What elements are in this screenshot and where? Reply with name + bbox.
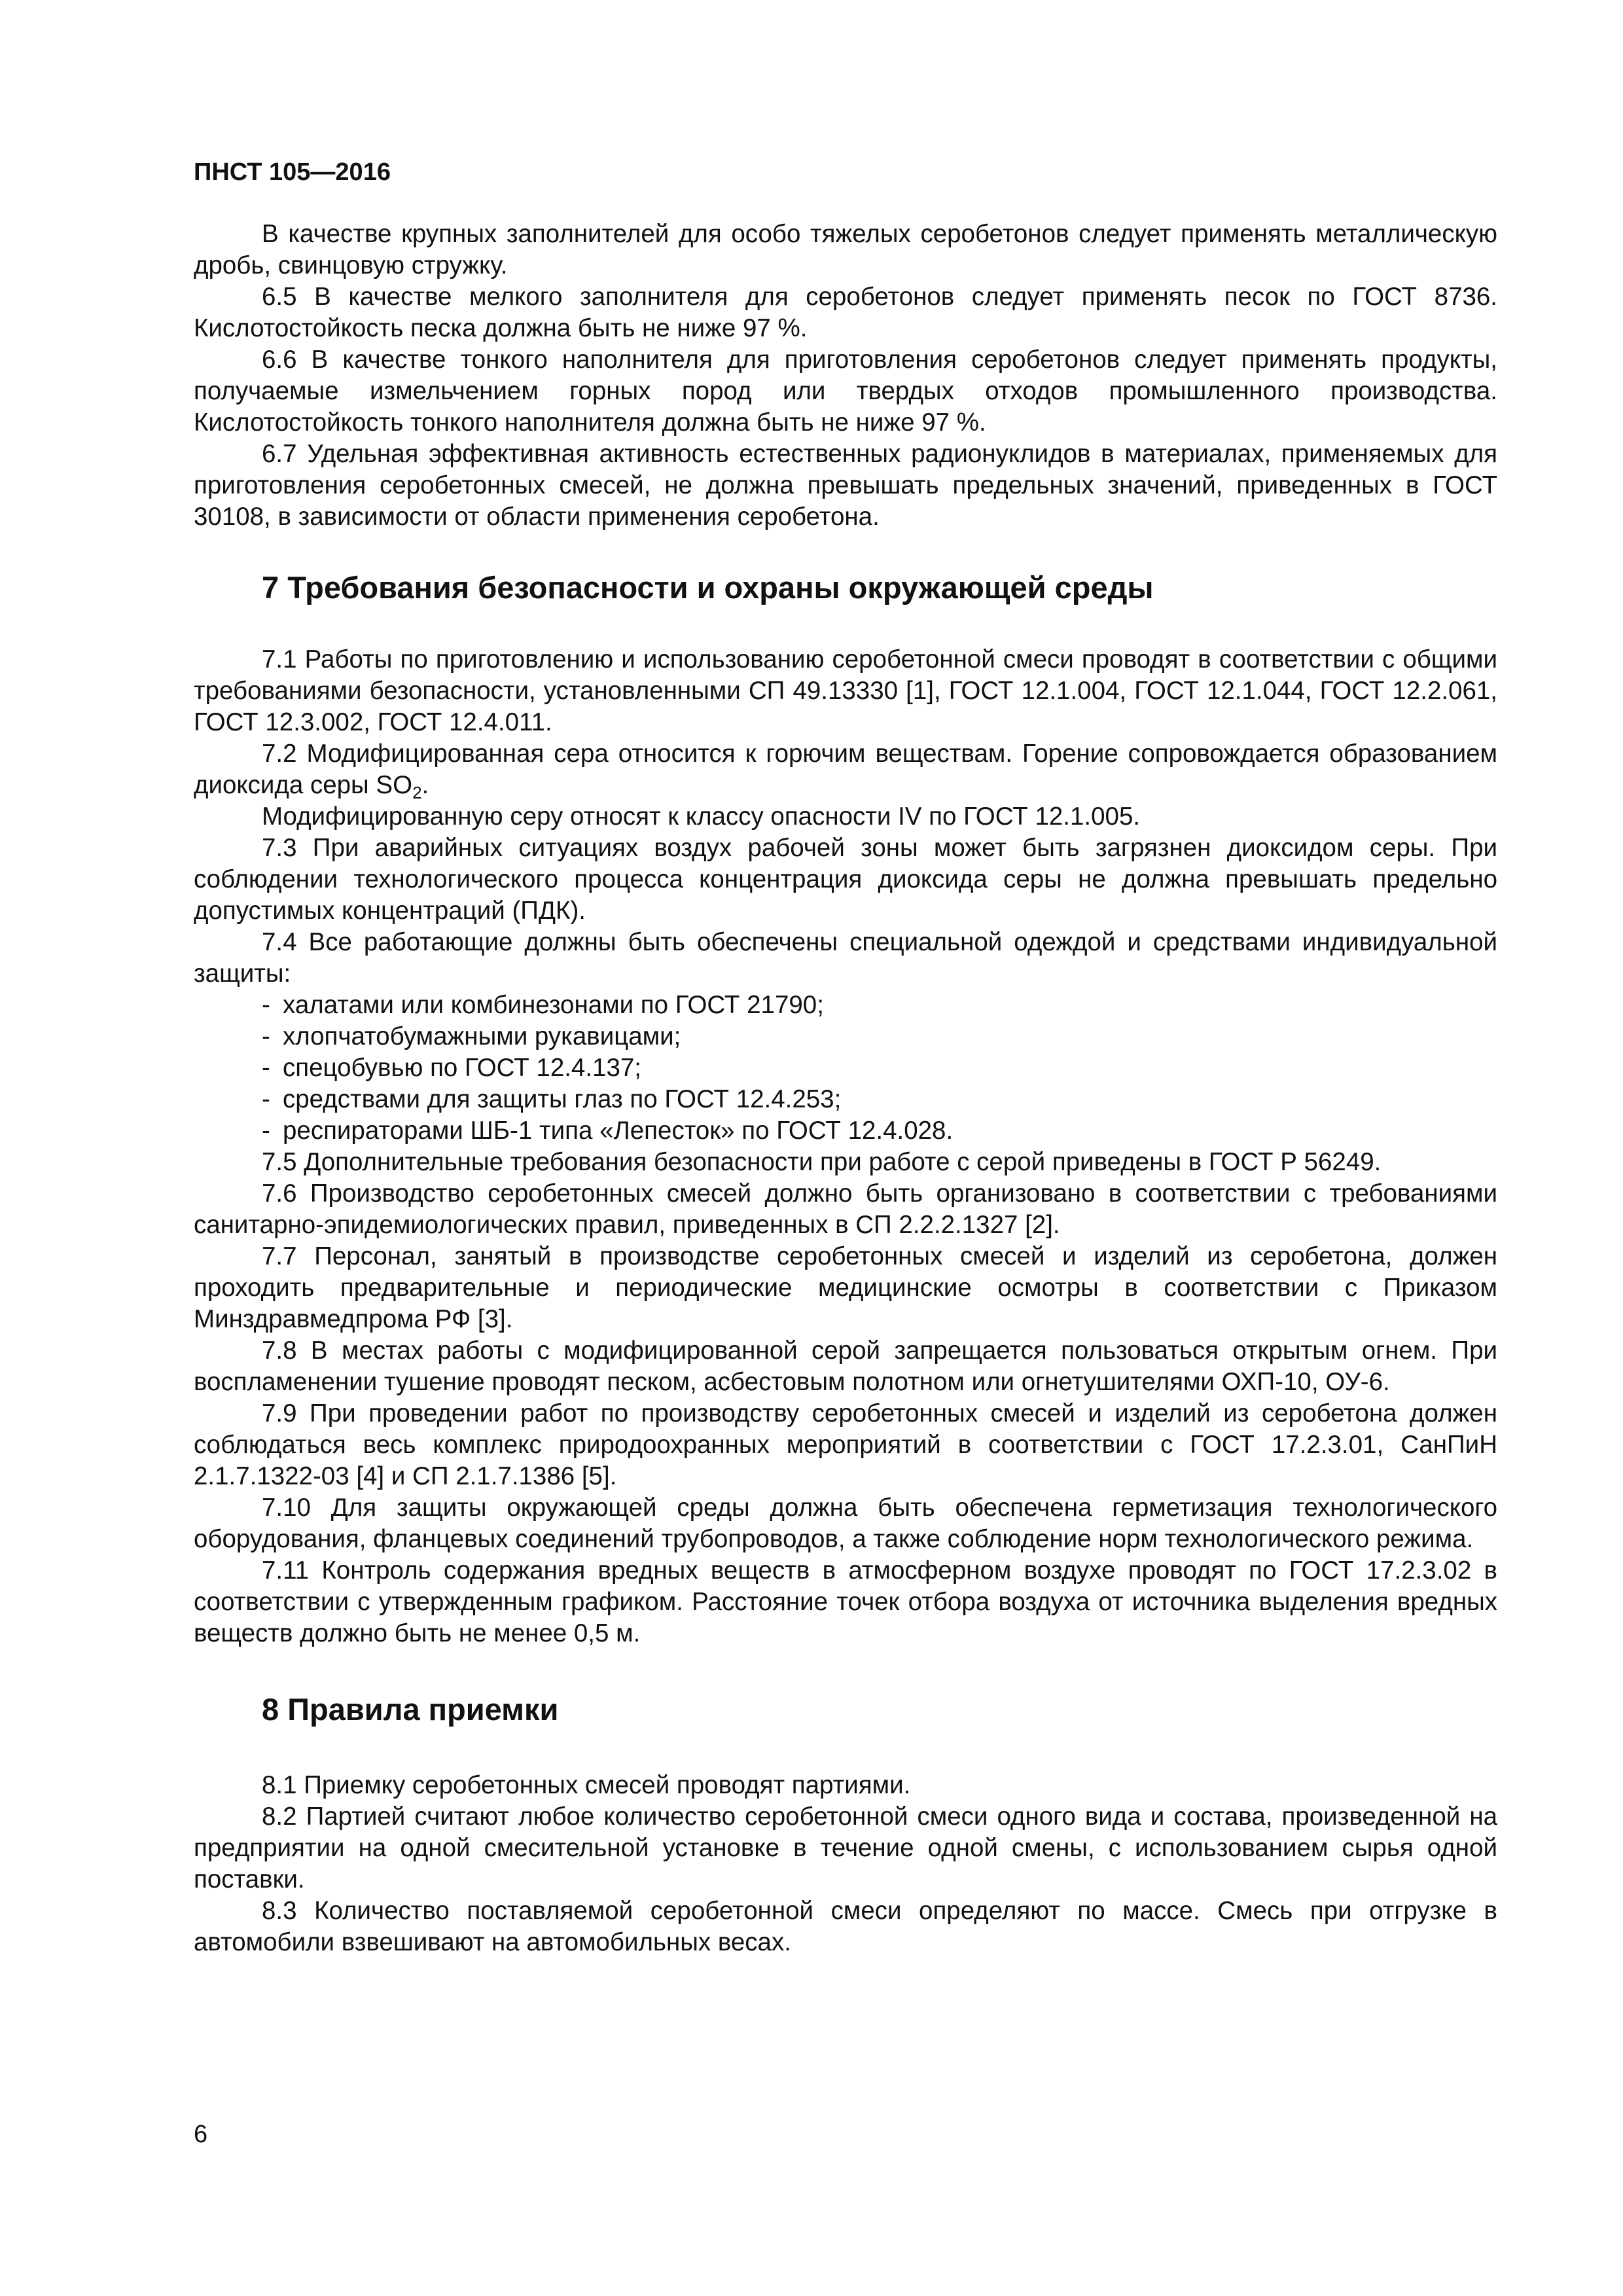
list-item [194, 1084, 1497, 1115]
paragraph-6-4-cont: В качестве крупных заполнителей для особо тяжелых серобетонов следует применять металлическую дробь, свинцовую стружку. [194, 220, 1497, 279]
paragraph-6-7: 6.7 Удельная эффективная активность естественных радионуклидов в материалах, применяемых для приготовления серобетонных смесей, не должна превышать предельных значений, приведенных в ГОСТ 30108, в зависимости от области применения серобетона. [194, 440, 1497, 531]
paragraph-7-2-end: . [421, 771, 429, 799]
paragraph-7-2-text: 7.2 Модифицированная сера относится к горючим веществам. Горение сопровождается образованием диоксида серы SO [194, 740, 1497, 799]
paragraph-6-6: 6.6 В качестве тонкого наполнителя для приготовления серобетонов следует применять продукты, получаемые измельчением горных пород или твердых отходов промышленного производства. Кислотостойкость тонкого наполнителя должна быть не ниже 97 %. [194, 346, 1497, 437]
section-7-heading: 7 Требования безопасности и охраны окружающей среды [262, 570, 1154, 605]
list-item-text: респираторами ШБ-1 типа «Лепесток» по ГОСТ 12.4.028. [283, 1117, 954, 1145]
paragraph-8-3: 8.3 Количество поставляемой серобетонной смеси определяют по массе. Смесь при отгрузке в автомобили взвешивают на автомобильных весах. [194, 1897, 1497, 1956]
paragraph-7-8: 7.8 В местах работы с модифицированной серой запрещается пользоваться открытым огнем. При воспламенении тушение проводят песком, асбестовым полотном или огнетушителями ОХП-10, ОУ-6. [194, 1336, 1497, 1396]
so2-subscript: 2 [412, 783, 422, 802]
paragraph-7-3: 7.3 При аварийных ситуациях воздух рабочей зоны может быть загрязнен диоксидом серы. При соблюдении технологического процесса концентрация диоксида серы не должна превышать предельно допустимых концентраций (ПДК). [194, 834, 1497, 925]
document-page [194, 157, 1497, 1958]
list-dash: - [262, 1054, 270, 1082]
section-8-heading: 8 Правила приемки [262, 1692, 559, 1727]
paragraph-7-5: 7.5 Дополнительные требования безопасности при работе с серой приведены в ГОСТ Р 56249. [262, 1148, 1382, 1176]
list-item-text: спецобувью по ГОСТ 12.4.137; [283, 1054, 641, 1082]
list-item [194, 1021, 1497, 1052]
list-dash: - [262, 1085, 270, 1113]
list-dash: - [262, 1117, 270, 1145]
paragraph-8-2: 8.2 Партией считают любое количество серобетонной смеси одного вида и состава, произведенной на предприятии на одной смесительной установке в течение одной смены, с использованием сырья одной поставки. [194, 1803, 1497, 1893]
paragraph-7-10: 7.10 Для защиты окружающей среды должна быть обеспечена герметизация технологического оборудования, фланцевых соединений трубопроводов, а также соблюдение норм технологического режима. [194, 1494, 1497, 1553]
paragraph-7-1: 7.1 Работы по приготовлению и использованию серобетонной смеси проводят в соответствии с общими требованиями безопасности, установленными СП 49.13330 [1], ГОСТ 12.1.004, ГОСТ 12.1.044, ГОСТ 12.2.061, ГОСТ 12.3.002, ГОСТ 12.4.011. [194, 645, 1497, 736]
paragraph-7-6: 7.6 Производство серобетонных смесей должно быть организовано в соответствии с требованиями санитарно-эпидемиологических правил, приведенных в СП 2.2.2.1327 [2]. [194, 1179, 1497, 1239]
paragraph-8-1: 8.1 Приемку серобетонных смесей проводят партиями. [262, 1771, 911, 1799]
paragraph-7-9: 7.9 При проведении работ по производству серобетонных смесей и изделий из серобетона должен соблюдаться весь комплекс природоохранных мероприятий в соответствии с ГОСТ 17.2.3.01, СанПиН 2.1.7.1322-03 [4] и СП 2.1.7.1386 [5]. [194, 1399, 1497, 1490]
paragraph-6-5: 6.5 В качестве мелкого заполнителя для серобетонов следует применять песок по ГОСТ 8736. Кислотостойкость песка должна быть не ниже 97 %. [194, 283, 1497, 342]
list-item-text: средствами для защиты глаз по ГОСТ 12.4.253; [283, 1085, 842, 1113]
paragraph-7-4: 7.4 Все работающие должны быть обеспечены специальной одеждой и средствами индивидуальной защиты: [194, 928, 1497, 988]
list-dash: - [262, 1022, 270, 1050]
list-item [194, 1115, 1497, 1147]
list-item-text: халатами или комбинезонами по ГОСТ 21790; [283, 991, 824, 1019]
list-item-text: хлопчатобумажными рукавицами; [283, 1022, 681, 1050]
paragraph-7-11: 7.11 Контроль содержания вредных веществ в атмосферном воздухе проводят по ГОСТ 17.2.3.02 в соответствии с утвержденным графиком. Расстояние точек отбора воздуха от источника выделения вредных веществ должно быть не менее 0,5 м. [194, 1556, 1497, 1647]
list-dash: - [262, 991, 270, 1019]
paragraph-7-2b: Модифицированную серу относят к классу опасности IV по ГОСТ 12.1.005. [262, 802, 1141, 831]
paragraph-7-2 [194, 738, 1497, 801]
paragraph-7-7: 7.7 Персонал, занятый в производстве серобетонных смесей и изделий из серобетона, должен проходить предварительные и периодические медицинские осмотры в соответствии с Приказом Минздравмедпрома РФ [3]. [194, 1242, 1497, 1333]
list-item [194, 990, 1497, 1021]
page-number: 6 [194, 2121, 208, 2148]
document-code: ПНСТ 105—2016 [194, 158, 391, 186]
list-item [194, 1052, 1497, 1084]
